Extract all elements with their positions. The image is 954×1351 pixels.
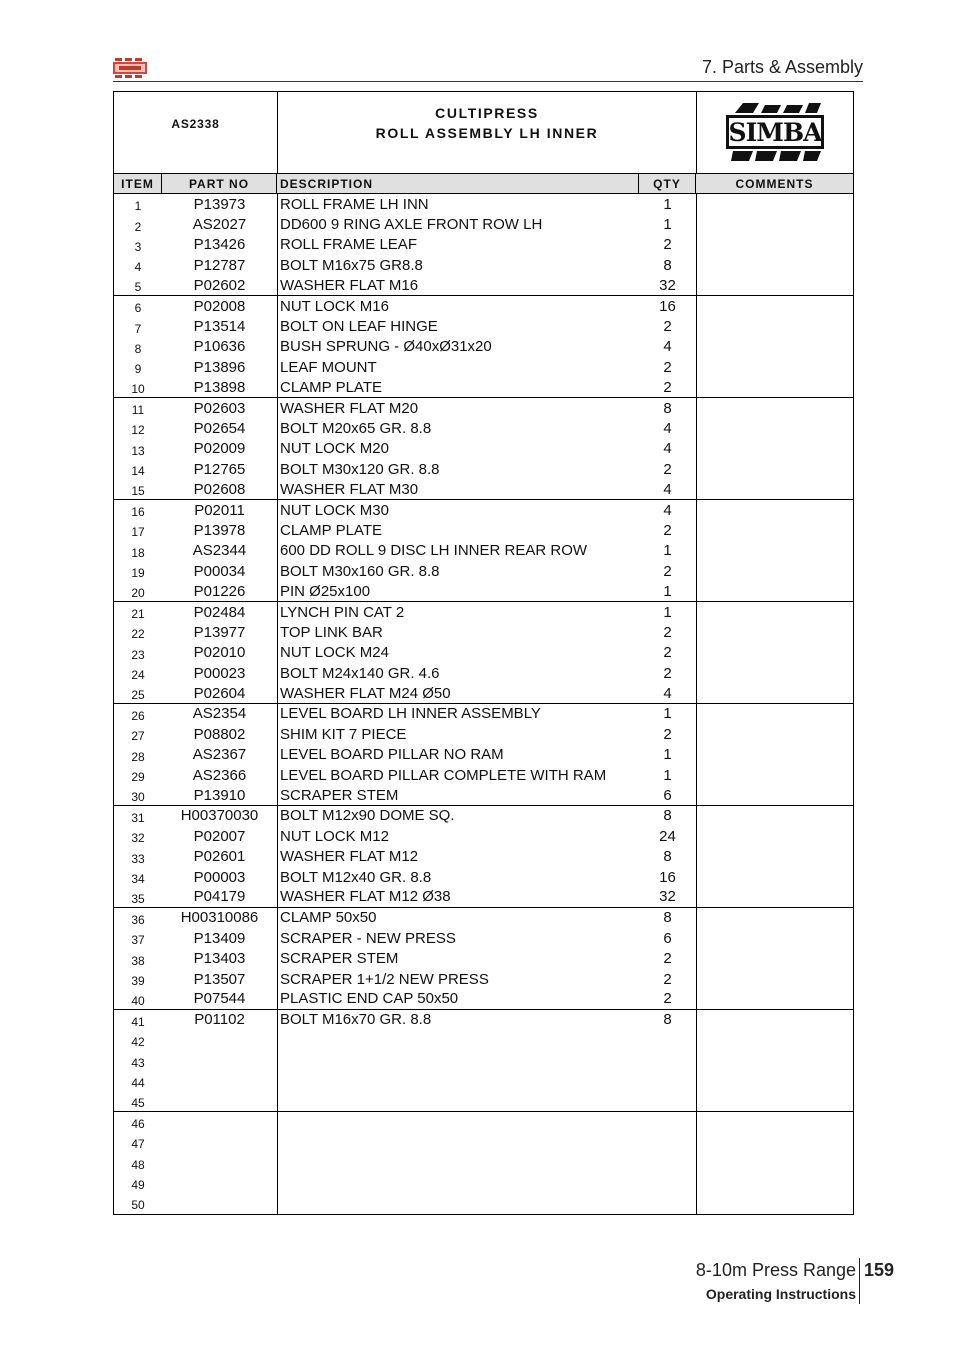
table-row	[114, 276, 853, 296]
quantity: 8	[663, 1011, 672, 1029]
part-number: P01226	[193, 582, 246, 600]
table-row	[114, 1091, 853, 1111]
item-number: 40	[131, 993, 145, 1008]
part-number: P04179	[193, 888, 246, 906]
part-description: 600 DD ROLL 9 DISC LH INNER REAR ROW	[280, 542, 588, 560]
part-number: H00310086	[180, 909, 259, 927]
part-number: P13977	[193, 623, 246, 641]
item-number: 8	[134, 341, 142, 356]
item-number: 24	[131, 668, 145, 683]
part-description: SCRAPER STEM	[280, 950, 399, 968]
part-description: BUSH SPRUNG - Ø40xØ31x20	[280, 338, 492, 356]
part-number: P02603	[193, 399, 246, 417]
part-description: BOLT M30x120 GR. 8.8	[280, 460, 440, 478]
table-row	[114, 561, 853, 581]
table-row	[114, 1132, 853, 1152]
table-row	[114, 847, 853, 867]
quantity: 8	[663, 848, 672, 866]
table-row	[114, 1030, 853, 1050]
item-number: 16	[131, 505, 145, 520]
part-number: P13514	[193, 318, 246, 336]
item-number: 23	[131, 647, 145, 662]
item-number: 32	[131, 831, 145, 846]
quantity: 2	[663, 521, 672, 539]
quantity: 2	[663, 950, 672, 968]
quantity: 4	[663, 480, 672, 498]
item-number: 47	[131, 1137, 145, 1152]
table-row	[114, 357, 853, 377]
col-qty-header: QTY	[639, 174, 696, 193]
item-number: 31	[131, 810, 145, 825]
quantity: 1	[663, 766, 672, 784]
table-row	[114, 765, 853, 785]
table-row	[114, 1112, 853, 1132]
part-number: P13507	[193, 970, 246, 988]
item-number: 29	[131, 770, 145, 785]
table-row	[114, 479, 853, 499]
part-number: P12787	[193, 256, 246, 274]
part-number: P02601	[193, 848, 246, 866]
item-number: 50	[131, 1198, 145, 1213]
part-number: P13910	[193, 786, 246, 804]
part-description: BOLT M12x40 GR. 8.8	[280, 868, 432, 886]
item-number: 25	[131, 688, 145, 703]
table-row	[114, 296, 853, 316]
assembly-title	[278, 92, 697, 173]
part-description: BOLT M30x160 GR. 8.8	[280, 562, 440, 580]
quantity: 2	[663, 970, 672, 988]
part-number: AS2344	[192, 542, 247, 560]
item-number: 17	[131, 525, 145, 540]
section-title: 7. Parts & Assembly	[701, 57, 863, 77]
footer-divider	[859, 1258, 860, 1304]
page-number: 159	[864, 1260, 895, 1280]
logo-wordmark: SIMBA	[728, 117, 822, 147]
part-description: LEAF MOUNT	[280, 358, 377, 376]
part-number: P00023	[193, 664, 246, 682]
table-row	[114, 745, 853, 765]
quantity: 2	[663, 623, 672, 641]
item-number: 49	[131, 1177, 145, 1192]
item-number: 42	[131, 1035, 145, 1050]
part-number: P01102	[194, 1011, 245, 1029]
table-row	[114, 418, 853, 438]
part-number: P02008	[193, 297, 246, 315]
item-number: 20	[131, 586, 145, 601]
part-description: BOLT M20x65 GR. 8.8	[280, 419, 432, 437]
quantity: 1	[663, 603, 672, 621]
table-row	[114, 541, 853, 561]
part-description: NUT LOCK M20	[280, 440, 389, 458]
part-description: CLAMP 50x50	[280, 909, 377, 927]
part-number: P13973	[193, 195, 246, 213]
item-number: 28	[131, 749, 145, 764]
quantity: 1	[663, 705, 672, 723]
item-number: 2	[134, 219, 142, 234]
quantity: 16	[659, 297, 676, 315]
quantity: 4	[663, 684, 672, 702]
item-number: 26	[131, 708, 145, 723]
table-row	[114, 663, 853, 683]
part-description: WASHER FLAT M12	[280, 848, 419, 866]
part-number: AS2027	[192, 216, 247, 234]
item-number: 14	[131, 464, 145, 479]
part-number: P13978	[193, 521, 246, 539]
part-number: H00370030	[180, 807, 259, 825]
quantity: 1	[663, 582, 672, 600]
item-number: 30	[131, 790, 145, 805]
part-description: WASHER FLAT M12 Ø38	[280, 888, 451, 906]
part-description: NUT LOCK M30	[280, 501, 389, 519]
quantity: 1	[663, 746, 672, 764]
part-number: AS2354	[192, 705, 247, 723]
footer-subtitle: Operating Instructions	[705, 1286, 856, 1302]
table-row	[114, 643, 853, 663]
quantity: 2	[663, 460, 672, 478]
quantity: 2	[663, 562, 672, 580]
part-description: NUT LOCK M16	[280, 297, 389, 315]
item-number: 12	[131, 423, 145, 438]
part-description: CLAMP PLATE	[280, 378, 382, 396]
table-row	[114, 255, 853, 275]
quantity: 6	[663, 929, 672, 947]
col-description-header: DESCRIPTION	[277, 174, 639, 193]
table-row	[114, 724, 853, 744]
table-row	[114, 867, 853, 887]
part-number: P13896	[193, 358, 246, 376]
part-description: NUT LOCK M24	[280, 644, 389, 662]
part-number: P02654	[193, 419, 246, 437]
quantity: 4	[663, 419, 672, 437]
part-description: SCRAPER 1+1/2 NEW PRESS	[280, 970, 489, 988]
table-row	[114, 520, 853, 540]
part-description: LEVEL BOARD LH INNER ASSEMBLY	[280, 705, 541, 723]
part-description: BOLT M16x75 GR8.8	[280, 256, 423, 274]
table-row	[114, 398, 853, 418]
table-row	[114, 622, 853, 642]
table-row	[114, 378, 853, 398]
part-description: ROLL FRAME LH INN	[280, 195, 429, 213]
quantity: 8	[663, 256, 672, 274]
part-description: SHIM KIT 7 PIECE	[280, 725, 407, 743]
part-number: P02608	[193, 480, 246, 498]
part-number: P07544	[193, 990, 246, 1008]
table-row	[114, 1152, 853, 1172]
part-description: SCRAPER - NEW PRESS	[280, 929, 456, 947]
part-description: WASHER FLAT M30	[280, 480, 419, 498]
part-description: BOLT M16x70 GR. 8.8	[280, 1011, 432, 1029]
part-description: CLAMP PLATE	[280, 521, 382, 539]
part-number: P13403	[193, 950, 246, 968]
title-block	[114, 92, 853, 174]
item-number: 11	[131, 403, 145, 418]
part-number: P02484	[193, 603, 246, 621]
table-row	[114, 1173, 853, 1193]
item-number: 21	[131, 607, 145, 621]
table-row	[114, 459, 853, 479]
part-description: TOP LINK BAR	[280, 623, 383, 641]
part-description: LEVEL BOARD PILLAR NO RAM	[280, 746, 504, 764]
quantity: 8	[663, 909, 672, 927]
part-description: DD600 9 RING AXLE FRONT ROW LH	[280, 216, 543, 234]
part-number: P02602	[193, 276, 246, 294]
part-description: ROLL FRAME LEAF	[280, 236, 417, 254]
item-number: 15	[131, 484, 145, 499]
part-number: P08802	[193, 725, 246, 743]
table-row	[114, 1193, 853, 1213]
part-description: LYNCH PIN CAT 2	[280, 603, 405, 621]
item-number: 4	[134, 260, 142, 275]
item-number: 35	[131, 891, 145, 906]
item-number: 33	[131, 851, 145, 866]
quantity: 2	[663, 644, 672, 662]
item-number: 44	[131, 1075, 145, 1090]
item-number: 48	[131, 1157, 145, 1172]
item-number: 45	[131, 1095, 145, 1110]
parts-sheet	[113, 91, 854, 1215]
part-number: P13426	[193, 236, 246, 254]
part-description: SCRAPER STEM	[280, 786, 399, 804]
quantity: 6	[663, 786, 672, 804]
part-description: WASHER FLAT M24 Ø50	[280, 684, 451, 702]
parts-rows	[114, 194, 853, 1214]
quantity: 2	[663, 236, 672, 254]
part-number: P00034	[193, 562, 246, 580]
quantity: 24	[659, 827, 676, 845]
table-row	[114, 194, 853, 214]
table-row	[114, 581, 853, 601]
quantity: 16	[659, 868, 676, 886]
col-part-header: PART NO	[162, 174, 277, 193]
quantity: 8	[663, 807, 672, 825]
parts-table-body	[114, 194, 853, 1214]
part-description: PLASTIC END CAP 50x50	[280, 990, 459, 1008]
part-number: P02604	[193, 684, 246, 702]
table-row	[114, 500, 853, 520]
part-number: AS2366	[192, 766, 247, 784]
table-row	[114, 969, 853, 989]
item-number: 6	[134, 301, 142, 316]
table-row	[114, 785, 853, 805]
table-row	[114, 683, 853, 703]
item-number: 9	[134, 362, 142, 377]
item-number: 41	[131, 1014, 145, 1029]
quantity: 4	[663, 440, 672, 458]
title-line-2: ROLL ASSEMBLY LH INNER	[375, 124, 599, 141]
part-number: P02011	[194, 501, 245, 519]
col-item-header: ITEM	[114, 174, 162, 193]
quantity: 8	[663, 399, 672, 417]
assembly-code: AS2338	[114, 92, 278, 173]
item-number: 1	[134, 199, 142, 214]
part-number: P10636	[193, 338, 246, 356]
item-number: 36	[131, 912, 145, 927]
table-row	[114, 316, 853, 336]
part-number: P13898	[193, 378, 246, 396]
quantity: 2	[663, 990, 672, 1008]
table-row	[114, 439, 853, 459]
part-number: P00003	[193, 868, 246, 886]
part-number: P02007	[193, 827, 246, 845]
item-number: 5	[134, 280, 142, 295]
part-description: BOLT ON LEAF HINGE	[280, 318, 438, 336]
part-description: BOLT M24x140 GR. 4.6	[280, 664, 440, 682]
table-row	[114, 235, 853, 255]
column-header-row	[114, 174, 853, 194]
part-number: P02009	[193, 440, 246, 458]
table-row	[114, 948, 853, 968]
table-row	[114, 214, 853, 234]
quantity: 1	[663, 195, 672, 213]
quantity: 2	[663, 725, 672, 743]
item-number: 19	[131, 566, 145, 581]
col-comments-header: COMMENTS	[735, 176, 814, 191]
brand-logo-cell	[697, 92, 853, 173]
header-divider	[113, 81, 863, 82]
part-description: PIN Ø25x100	[280, 582, 371, 600]
footer-product-range: 8-10m Press Range	[695, 1260, 856, 1280]
table-row	[114, 1050, 853, 1070]
item-number: 13	[131, 443, 145, 458]
table-row	[114, 1071, 853, 1091]
table-row	[114, 989, 853, 1009]
quantity: 2	[663, 664, 672, 682]
simba-logo-small-icon	[113, 58, 147, 80]
quantity: 2	[663, 378, 672, 396]
item-number: 43	[131, 1055, 145, 1070]
part-number: P12765	[193, 460, 246, 478]
title-line-1: CULTIPRESS	[435, 104, 539, 121]
table-row	[114, 826, 853, 846]
item-number: 34	[131, 872, 145, 887]
part-number: AS2367	[192, 746, 247, 764]
quantity: 1	[663, 542, 672, 560]
quantity: 2	[663, 358, 672, 376]
part-description: WASHER FLAT M20	[280, 399, 419, 417]
item-number: 7	[134, 321, 142, 336]
part-description: BOLT M12x90 DOME SQ.	[280, 807, 455, 825]
quantity: 1	[663, 216, 672, 234]
item-number: 27	[131, 729, 145, 744]
table-row	[114, 908, 853, 928]
part-number: P13409	[193, 929, 246, 947]
item-number: 22	[131, 627, 145, 642]
item-number: 18	[131, 545, 145, 560]
part-description: NUT LOCK M12	[280, 827, 389, 845]
table-row	[114, 1010, 853, 1030]
part-number: P02010	[193, 644, 246, 662]
quantity: 2	[663, 318, 672, 336]
part-description: WASHER FLAT M16	[280, 276, 419, 294]
item-number: 39	[131, 974, 145, 989]
table-row	[114, 928, 853, 948]
item-number: 3	[134, 239, 142, 254]
table-row	[114, 887, 853, 907]
table-row	[114, 806, 853, 826]
item-number: 38	[131, 953, 145, 968]
quantity: 4	[663, 338, 672, 356]
simba-logo-icon	[725, 101, 825, 165]
item-number: 10	[131, 382, 145, 397]
item-number: 37	[131, 933, 145, 948]
quantity: 32	[659, 888, 676, 906]
item-number: 46	[131, 1116, 145, 1131]
table-row	[114, 337, 853, 357]
quantity: 4	[663, 501, 672, 519]
table-row	[114, 704, 853, 724]
part-description: LEVEL BOARD PILLAR COMPLETE WITH RAM	[280, 766, 607, 784]
table-row	[114, 602, 853, 622]
quantity: 32	[659, 276, 676, 294]
